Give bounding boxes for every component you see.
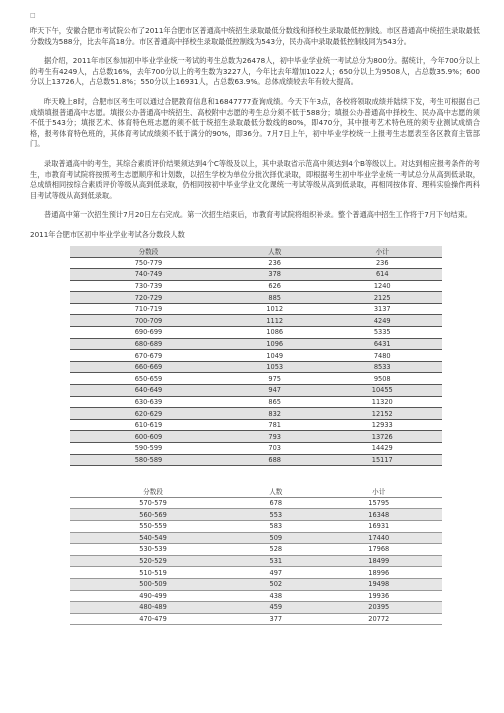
paragraph-1: 昨天下午，安徽合肥市考试院公布了2011年合肥市区普通高中统招生录取最低分数线和择校生录取最低控制线。市区普通高中统招生录取最低分数线为588分，比去年高18分。市区普通高中择校生录取最低控制线为543分，民办高中录取最低控制线同为543分。 — [30, 26, 480, 46]
cell-count: 975 — [227, 373, 323, 385]
cell-subtotal: 6431 — [322, 338, 442, 350]
cell-count: 497 — [236, 567, 315, 579]
cell-count: 528 — [236, 544, 315, 556]
cell-count: 1049 — [227, 350, 323, 362]
paragraph-5: 普通高中第一次招生预计7月20日左右完成。第一次招生结束后，市教育考试院将组织补录。整个普通高中招生工作将于7月下旬结束。 — [44, 210, 472, 220]
table-row — [70, 419, 442, 431]
cell-score-range: 550-559 — [70, 520, 236, 532]
header-subtotal: 小计 — [316, 486, 442, 497]
cell-count: 553 — [236, 509, 315, 521]
cell-score-range: 710-719 — [70, 303, 227, 315]
cell-count: 378 — [227, 269, 323, 281]
cell-score-range: 620-629 — [70, 408, 227, 420]
cell-score-range: 600-609 — [70, 431, 227, 443]
score-table-part-1 — [70, 246, 442, 466]
table-row — [70, 555, 442, 567]
cell-count: 703 — [227, 443, 323, 455]
cell-subtotal: 11320 — [322, 396, 442, 408]
table-row — [70, 544, 442, 556]
cell-subtotal: 3137 — [322, 303, 442, 315]
table-row — [70, 408, 442, 420]
cell-subtotal: 1240 — [322, 280, 442, 292]
cell-subtotal: 4249 — [322, 315, 442, 327]
cell-subtotal: 614 — [322, 269, 442, 281]
cell-count: 781 — [227, 419, 323, 431]
cell-score-range: 530-539 — [70, 544, 236, 556]
table-row — [70, 257, 442, 269]
cell-subtotal: 18499 — [316, 555, 442, 567]
cell-count: 1096 — [227, 338, 323, 350]
table-row — [70, 269, 442, 281]
cell-subtotal: 18996 — [316, 567, 442, 579]
cell-count: 865 — [227, 396, 323, 408]
cell-count: 459 — [236, 602, 315, 614]
paragraph-4: 录取普通高中的考生，其综合素质评价结果须达到4个C等级及以上，其中录取省示范高中须达到4个B等级以上。对达到相应报考条件的考生，市教育考试院将按照考生志愿顺序和计划数，以招生学校为单位分批次择优录取，即根据考生初中毕业学业统一考试总分从高到低录取，总成绩相同按综合素质评价等级从高到低录取，仍相同按初中毕业学业文化课统一考试等级从高到低录取，再相同按体育、理科实验操作两科目考试等级从高到低录取。 — [30, 158, 480, 200]
table-row — [70, 443, 442, 455]
cell-subtotal: 7480 — [322, 350, 442, 362]
cell-score-range: 640-649 — [70, 385, 227, 397]
cell-subtotal: 14429 — [322, 443, 442, 455]
table-row — [70, 350, 442, 362]
paragraph-2: 据介绍，2011年市区参加初中毕业学业统一考试的考生总数为26478人，初中毕业学业统一考试总分为800分。据统计，今年700分以上的考生有4249人，占总数16%，去年700分以上的考生数为3227人，今年比去年增加1022人；650分以上为9508人，占总数35.9%；600分以上13726人，占总数51.8%；550分以上16931人，占总数63.9%。总体成绩较去年有较大提高。 — [30, 56, 480, 87]
cell-subtotal: 17968 — [316, 544, 442, 556]
cell-subtotal: 16931 — [316, 520, 442, 532]
cell-subtotal: 17440 — [316, 532, 442, 544]
cell-subtotal: 15117 — [322, 454, 442, 466]
cell-score-range: 660-669 — [70, 361, 227, 373]
cell-subtotal: 15795 — [316, 497, 442, 509]
table-row — [70, 509, 442, 521]
article-body — [30, 26, 480, 625]
cell-score-range: 630-639 — [70, 396, 227, 408]
cell-score-range: 670-679 — [70, 350, 227, 362]
cell-count: 509 — [236, 532, 315, 544]
cell-subtotal: 16348 — [316, 509, 442, 521]
cell-score-range: 720-729 — [70, 292, 227, 304]
cell-count: 947 — [227, 385, 323, 397]
table-row — [70, 454, 442, 466]
header-score-range: 分数段 — [70, 486, 236, 497]
cell-score-range: 520-529 — [70, 555, 236, 567]
table-row — [70, 361, 442, 373]
table-row — [70, 431, 442, 443]
cell-subtotal: 5335 — [322, 327, 442, 339]
top-mark: □ — [30, 12, 36, 19]
cell-count: 531 — [236, 555, 315, 567]
header-count: 人数 — [227, 246, 323, 257]
table-row — [70, 280, 442, 292]
cell-subtotal: 20772 — [316, 613, 442, 625]
header-subtotal: 小计 — [322, 246, 442, 257]
cell-count: 1086 — [227, 327, 323, 339]
cell-score-range: 700-709 — [70, 315, 227, 327]
table-row — [70, 396, 442, 408]
cell-count: 885 — [227, 292, 323, 304]
cell-count: 1112 — [227, 315, 323, 327]
paragraph-3: 昨天晚上8时，合肥市区考生可以通过合肥教育信息和16847777查询成绩。今天下午3点，各校将领取成绩并陆续下发，考生可根据自己成绩填报普通高中志愿。填报公办普通高中统招生、高校附中志愿的考生总分须不低于588分；填报公办普通高中择校生、民办高中志愿的须不低于543分；填报艺术、体育特色班志愿的须不低于统招生录取最低分数线的80%，即470分，其中报考艺术特色班的须专业测试成绩合格，报考体育特色班的，其体育考试成绩须不低于满分的90%，即36分。7月7日上午，初中毕业学校统一上报考生志愿表至各区教育主管部门。 — [30, 96, 480, 149]
cell-score-range: 610-619 — [70, 419, 227, 431]
cell-subtotal: 8533 — [322, 361, 442, 373]
table-row — [70, 338, 442, 350]
cell-subtotal: 19498 — [316, 578, 442, 590]
header-score-range: 分数段 — [70, 246, 227, 257]
cell-count: 438 — [236, 590, 315, 602]
cell-score-range: 540-549 — [70, 532, 236, 544]
table-row — [70, 602, 442, 614]
cell-score-range: 560-569 — [70, 509, 236, 521]
table-header-row — [70, 486, 442, 497]
cell-subtotal: 19936 — [316, 590, 442, 602]
cell-count: 793 — [227, 431, 323, 443]
table-row — [70, 613, 442, 625]
cell-count: 626 — [227, 280, 323, 292]
table-row — [70, 590, 442, 602]
cell-count: 1012 — [227, 303, 323, 315]
cell-count: 377 — [236, 613, 315, 625]
cell-score-range: 650-659 — [70, 373, 227, 385]
cell-score-range: 580-589 — [70, 454, 227, 466]
table-header-row — [70, 246, 442, 257]
cell-score-range: 470-479 — [70, 613, 236, 625]
cell-count: 236 — [227, 257, 323, 269]
cell-score-range: 590-599 — [70, 443, 227, 455]
cell-subtotal: 20395 — [316, 602, 442, 614]
cell-score-range: 490-499 — [70, 590, 236, 602]
cell-count: 678 — [236, 497, 315, 509]
cell-score-range: 740-749 — [70, 269, 227, 281]
table-row — [70, 292, 442, 304]
table-row — [70, 303, 442, 315]
table-row — [70, 497, 442, 509]
cell-subtotal: 12933 — [322, 419, 442, 431]
cell-score-range: 750-779 — [70, 257, 227, 269]
table-row — [70, 567, 442, 579]
table-row — [70, 373, 442, 385]
cell-score-range: 690-699 — [70, 327, 227, 339]
cell-subtotal: 12152 — [322, 408, 442, 420]
cell-count: 583 — [236, 520, 315, 532]
table-row — [70, 385, 442, 397]
table-row — [70, 327, 442, 339]
cell-subtotal: 10455 — [322, 385, 442, 397]
table-row — [70, 315, 442, 327]
cell-subtotal: 2125 — [322, 292, 442, 304]
header-count: 人数 — [236, 486, 315, 497]
table-row — [70, 520, 442, 532]
cell-score-range: 680-689 — [70, 338, 227, 350]
cell-score-range: 500-509 — [70, 578, 236, 590]
cell-count: 688 — [227, 454, 323, 466]
cell-count: 832 — [227, 408, 323, 420]
table-row — [70, 578, 442, 590]
cell-score-range: 480-489 — [70, 602, 236, 614]
cell-score-range: 510-519 — [70, 567, 236, 579]
cell-count: 1053 — [227, 361, 323, 373]
cell-count: 502 — [236, 578, 315, 590]
score-table-part-2 — [70, 486, 442, 625]
cell-subtotal: 13726 — [322, 431, 442, 443]
cell-score-range: 570-579 — [70, 497, 236, 509]
table-row — [70, 532, 442, 544]
table-title: 2011年合肥市区初中毕业学业考试各分数段人数 — [30, 229, 185, 239]
cell-score-range: 730-739 — [70, 280, 227, 292]
cell-subtotal: 9508 — [322, 373, 442, 385]
cell-subtotal: 236 — [322, 257, 442, 269]
